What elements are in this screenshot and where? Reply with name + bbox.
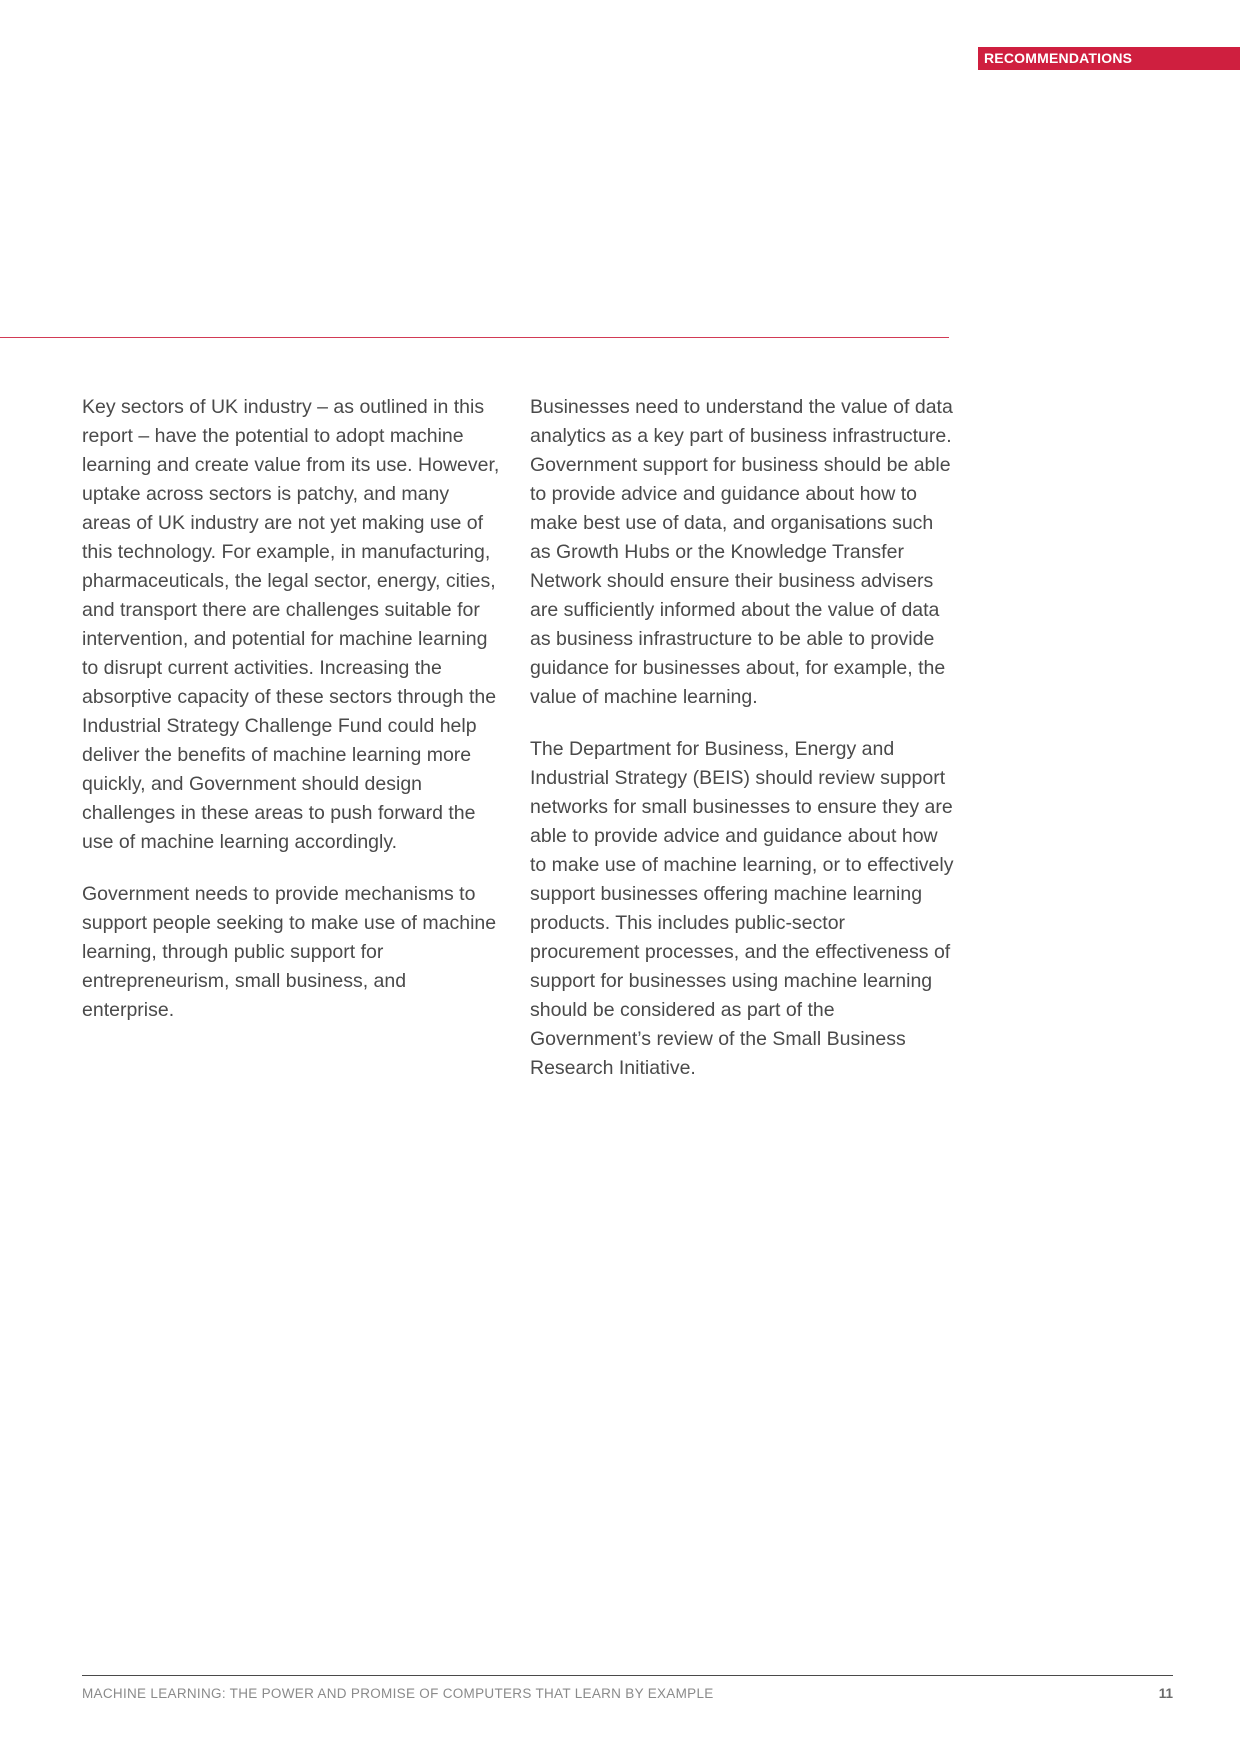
footer-divider — [82, 1675, 1173, 1676]
paragraph: Key sectors of UK industry – as outlined in this report – have the potential to adopt machine learning and create value from its use. However, uptake across sectors is patchy, and many areas of UK industry are not yet making use of this technology. For example, in manufacturing, pharmaceuticals, the legal sector, energy, cities, and transport there are challenges suitable for intervention, and potential for machine learning to disrupt current activities. Increasing the absorptive capacity of these sectors through the Industrial Strategy Challenge Fund could help deliver the benefits of machine learning more quickly, and Government should design challenges in these areas to push forward the use of machine learning accordingly. — [82, 396, 500, 853]
paragraph: The Department for Business, Energy and Industrial Strategy (BEIS) should review support networks for small businesses to ensure they are able to provide advice and guidance about how to make use of machine learning, or to effectively support businesses offering machine learning products. This includes public-sector procurement processes, and the effectiveness of support for businesses using machine learning should be considered as part of the Government’s review of the Small Business Research Initiative. — [530, 738, 954, 1079]
page-number: 11 — [1158, 1686, 1173, 1701]
left-column — [82, 393, 502, 1048]
paragraph: Government needs to provide mechanisms to support people seeking to make use of machine learning, through public support for entrepreneurism, small business, and enterprise. — [82, 883, 497, 1021]
footer-title: MACHINE LEARNING: THE POWER AND PROMISE OF COMPUTERS THAT LEARN BY EXAMPLE — [82, 1686, 714, 1701]
header-divider — [0, 337, 949, 338]
paragraph: Businesses need to understand the value of data analytics as a key part of business infrastructure. Government support for business should be able to provide advice and guidance about how to make best use of data, and organisations such as Growth Hubs or the Knowledge Transfer Network should ensure their business advisers are sufficiently informed about the value of data as business infrastructure to be able to provide guidance for businesses about, for example, the value of machine learning. — [530, 396, 953, 708]
right-column — [530, 393, 955, 1106]
section-label: RECOMMENDATIONS — [978, 47, 1240, 70]
